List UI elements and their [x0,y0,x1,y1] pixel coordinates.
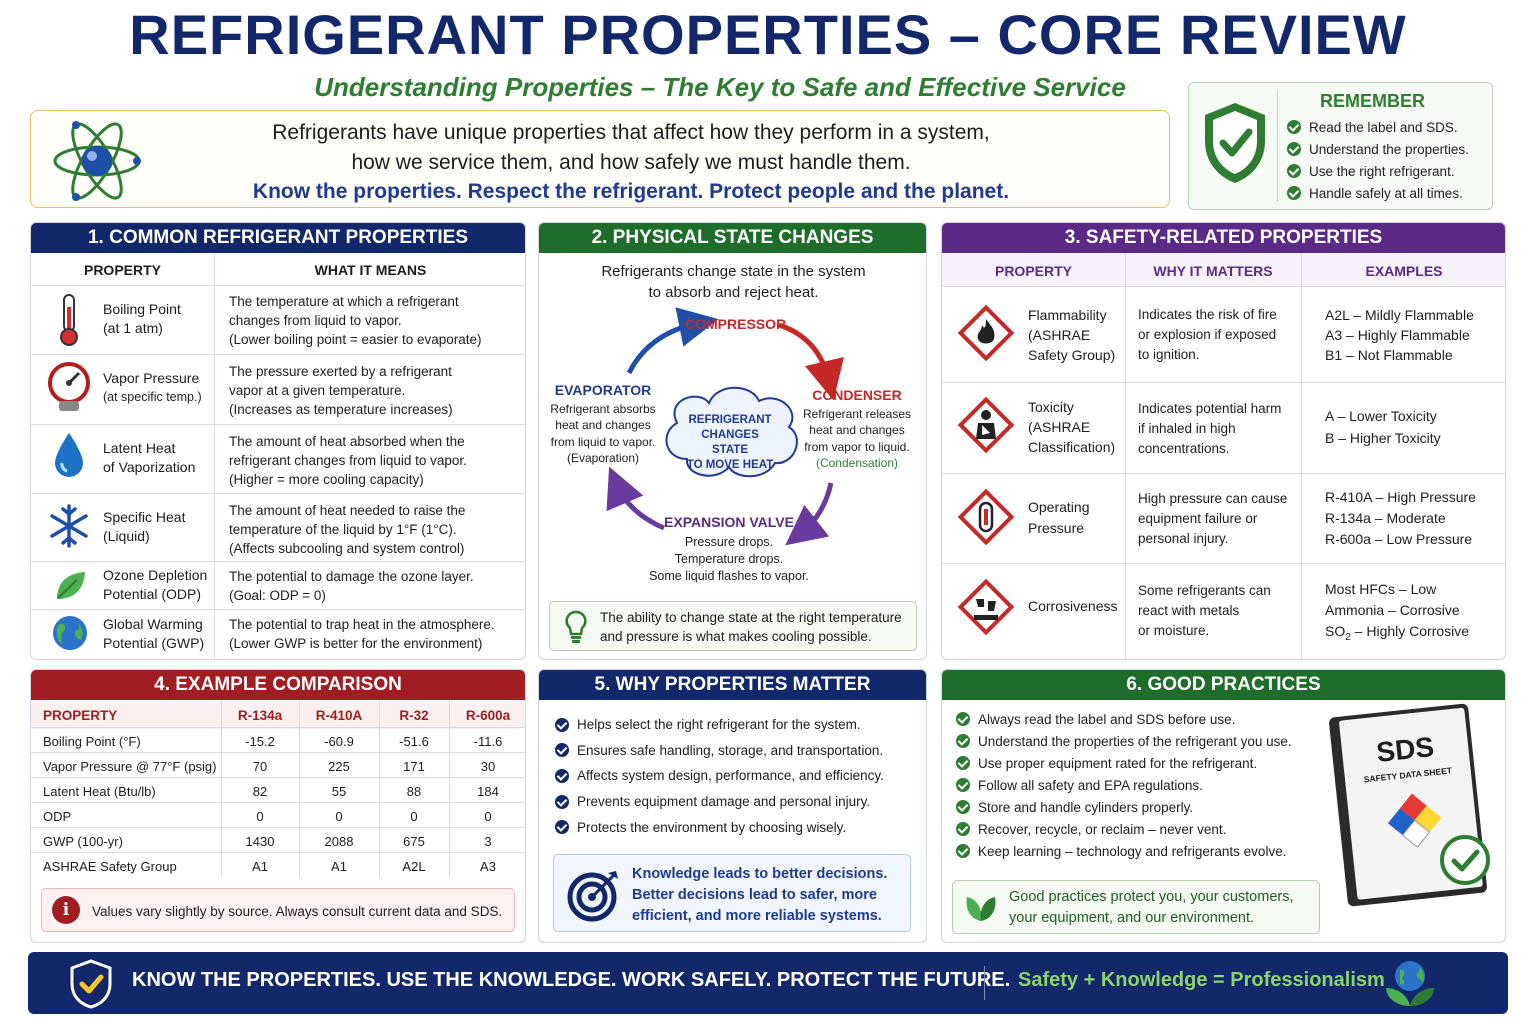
table-header-cell: R-410A [315,708,363,723]
check-icon [555,743,569,757]
table-row [31,802,525,803]
table-cell: A2L [402,859,426,874]
table-row [31,777,525,778]
property-description: The amount of heat absorbed when the refrigerant changes from liquid to vapor. (Higher = more cooling capacity) [229,434,467,487]
list-item: Store and handle cylinders properly. [956,796,1292,818]
table-cell: ASHRAE Safety Group [43,859,177,874]
table-cell: 82 [252,784,268,799]
col-header-meaning: WHAT IT MEANS [314,262,427,278]
intro-line-1: Refrigerants have unique properties that affect how they perform in a system, [272,121,990,144]
sds-title: SDS [1374,731,1436,768]
table-cell: -60.9 [324,734,354,749]
safety-why: Indicates potential harm if inhaled in high concentrations. [1138,401,1282,456]
table-header-cell: R-134a [237,708,283,723]
condenser-block: CONDENSER Refrigerant releases heat and changes from vapor to liquid. (Condensation) [802,387,912,470]
check-icon [956,822,970,836]
list-item: Protects the environment by choosing wisely. [555,814,884,840]
col-header-property: PROPERTY [83,262,161,278]
arrow-comp-to-cond [779,325,829,381]
check-icon [956,712,970,726]
section-why-properties-matter [538,669,927,943]
check-icon [956,844,970,858]
list-item: Always read the label and SDS before use. [956,708,1292,730]
safety-property: Toxicity (ASHRAE Classification) [1028,399,1116,455]
safety-property: Operating Pressure [1028,499,1090,536]
table-cell: 184 [477,784,499,799]
col-header-property: PROPERTY [994,263,1072,279]
table-header-cell: R-600a [465,708,511,723]
nfpa-diamond-icon [1385,791,1444,850]
cycle-center-label: REFRIGERANT CHANGES STATE TO MOVE HEAT [686,414,774,471]
practices-note: Good practices protect you, your customers, your equipment, and our environment. [952,880,1320,934]
safety-property: Flammability (ASHRAE Safety Group) [1028,307,1116,363]
table-row: Boiling Point (at 1 atm) [103,301,181,336]
target-icon [566,867,622,923]
leaves-icon [963,891,999,925]
table-row [31,827,525,828]
list-item: Follow all safety and EPA regulations. [956,774,1292,796]
check-icon [956,800,970,814]
table-cell: 2088 [324,834,354,849]
evaporator-block: EVAPORATOR Refrigerant absorbs heat and changes from liquid to vapor. (Evaporation) [550,382,656,465]
table-cell: 171 [403,759,425,774]
safety-why: Some refrigerants can react with metals or moisture. [1138,583,1271,638]
practices-list [956,708,1292,862]
table-header-cell: PROPERTY [43,708,118,723]
table-cell: -11.6 [473,734,503,749]
section-4-title: 4. EXAMPLE COMPARISON [31,670,525,700]
table-cell: A3 [480,859,496,874]
table-row [31,727,525,728]
section-6-title: 6. GOOD PRACTICES [942,670,1505,700]
compressor-label: COMPRESSOR [685,316,787,332]
table-cell: 30 [480,759,496,774]
shield-check-icon [68,958,114,1010]
state-change-intro: Refrigerants change state in the system to absorb and reject heat. [601,263,866,301]
section-common-properties [30,222,526,660]
list-item: Helps select the right refrigerant for the system. [555,712,884,738]
check-icon [956,734,970,748]
table-row: Vapor Pressure (at specific temp.) [103,370,202,404]
sds-subtitle: SAFETY DATA SHEET [1363,765,1453,785]
check-icon [1287,142,1301,156]
table-cell: 225 [328,759,350,774]
table-cell: Latent Heat (Btu/lb) [43,784,156,799]
list-item: Ensures safe handling, storage, and transportation. [555,738,884,764]
property-description: The pressure exerted by a refrigerant vapor at a given temperature. (Increases as temperature increases) [229,364,453,417]
check-icon [555,795,569,809]
check-icon [956,756,970,770]
table-cell: Vapor Pressure @ 77°F (psig) [43,759,217,774]
table-row: Latent Heat of Vaporization [103,440,196,475]
table-cell: -15.2 [245,734,275,749]
section-5-title: 5. WHY PROPERTIES MATTER [539,670,926,700]
footer-message: KNOW THE PROPERTIES. USE THE KNOWLEDGE. WORK SAFELY. PROTECT THE FUTURE. [132,969,1011,991]
table-cell: 1430 [245,834,275,849]
remember-box [1188,82,1493,210]
check-icon [555,820,569,834]
table-cell: A1 [331,859,347,874]
intro-line-2: how we service them, and how safely we must handle them. [351,151,911,174]
pressure-gauge-icon [47,361,91,413]
comparison-note: i Values vary slightly by source. Always consult current data and SDS. [41,888,515,932]
safety-why: High pressure can cause equipment failure or personal injury. [1138,491,1288,546]
col-header-why: WHY IT MATTERS [1153,263,1273,279]
shield-check-icon [1199,99,1271,187]
table-cell: 0 [256,809,264,824]
section-safety-properties [941,222,1506,660]
table-cell: 0 [335,809,343,824]
remember-item: Handle safely at all times. [1287,182,1469,204]
table-cell: GWP (100-yr) [43,834,123,849]
safety-examples: R-410A – High Pressure R-134a – Moderate R-600a – Low Pressure [1325,489,1476,547]
corrosive-hazard-icon [956,577,1016,637]
safety-why: Indicates the risk of fire or explosion if exposed to ignition. [1138,307,1277,362]
page-subtitle: Understanding Properties – The Key to Safe and Effective Service [314,72,1126,102]
table-cell: -51.6 [399,734,429,749]
table-cell: Boiling Point (°F) [43,734,141,749]
safety-property: Corrosiveness [1028,598,1118,614]
safety-examples: A – Lower Toxicity B – Higher Toxicity [1325,408,1441,446]
check-icon [555,769,569,783]
section-example-comparison [30,669,526,943]
safety-examples: A2L – Mildly Flammable A3 – Highly Flammable B1 – Not Flammable [1325,307,1474,363]
intro-line-3: Know the properties. Respect the refrigerant. Protect people and the planet. [252,180,1010,203]
check-icon [1287,120,1301,134]
flame-hazard-icon [956,303,1016,363]
property-description: The amount of heat needed to raise the temperature of the liquid by 1°F (1°C). (Affects subcooling and system control) [229,503,466,556]
check-icon [555,718,569,732]
table-cell: 3 [484,834,492,849]
check-icon [1287,186,1301,200]
list-item: Understand the properties of the refrigerant you use. [956,730,1292,752]
section-3-title: 3. SAFETY-RELATED PROPERTIES [942,223,1505,253]
list-item: Use proper equipment rated for the refrigerant. [956,752,1292,774]
remember-list [1287,91,1469,204]
section-2-title: 2. PHYSICAL STATE CHANGES [539,223,926,253]
thermometer-icon [55,293,83,347]
globe-plant-icon [1380,956,1440,1012]
check-icon [1287,164,1301,178]
remember-item: Understand the properties. [1287,138,1469,160]
snowflake-icon [48,503,90,549]
footer-tagline: Safety + Knowledge = Professionalism [1018,969,1385,991]
lightbulb-icon [564,609,588,645]
list-item: Prevents equipment damage and personal injury. [555,789,884,815]
table-row [31,852,525,853]
table-header-cell: R-32 [399,708,429,723]
property-description: The potential to trap heat in the atmosphere. (Lower GWP is better for the environment) [229,617,495,651]
globe-icon [51,614,89,652]
table-row: Specific Heat (Liquid) [103,509,186,544]
table-cell: 70 [252,759,268,774]
table-cell: ODP [43,809,72,824]
property-description: The temperature at which a refrigerant changes from liquid to vapor. (Lower boiling point = easier to evaporate) [229,294,482,347]
col-header-examples: EXAMPLES [1365,263,1443,279]
water-drop-icon [53,431,85,481]
remember-item: Read the label and SDS. [1287,116,1469,138]
expansion-valve-block: EXPANSION VALVE Pressure drops. Temperature drops. Some liquid flashes to vapor. [649,514,809,583]
section-1-title: 1. COMMON REFRIGERANT PROPERTIES [31,223,525,253]
state-change-note: The ability to change state at the right temperature and pressure is what makes cooling possible. [549,601,917,651]
footer-banner [28,952,1508,1014]
table-cell: 0 [410,809,418,824]
safety-examples: Most HFCs – Low Ammonia – Corrosive $SO_2$ – Highly Corrosive [1325,581,1470,643]
remember-title: REMEMBER [1320,91,1426,111]
atom-icon [51,115,143,207]
table-row: Global Warming Potential (GWP) [103,616,205,651]
list-item: Affects system design, performance, and efficiency. [555,763,884,789]
table-cell: 0 [484,809,492,824]
property-description: The potential to damage the ozone layer. (Goal: ODP = 0) [229,569,474,603]
page-title: REFRIGERANT PROPERTIES – CORE REVIEW [129,3,1407,66]
table-cell: 88 [406,784,422,799]
why-note: Knowledge leads to better decisions. Better decisions lead to safer, more efficient, and more reliable systems. [553,854,911,932]
list-item: Recover, recycle, or reclaim – never vent. [956,818,1292,840]
list-item: Keep learning – technology and refrigerants evolve. [956,840,1292,862]
health-hazard-icon [956,395,1016,455]
remember-item: Use the right refrigerant. [1287,160,1469,182]
table-cell: 675 [403,834,425,849]
info-icon: i [52,896,80,924]
table-row [31,752,525,753]
intro-box [30,110,1170,208]
table-cell: A1 [252,859,268,874]
why-list [555,712,884,840]
leaf-icon [53,569,87,603]
check-circle-icon [1438,833,1492,887]
table-cell: 55 [331,784,347,799]
pressure-hazard-icon [956,487,1016,547]
check-icon [956,778,970,792]
section-state-changes [538,222,927,660]
table-row: Ozone Depletion Potential (ODP) [103,567,208,602]
section-good-practices [941,669,1506,943]
